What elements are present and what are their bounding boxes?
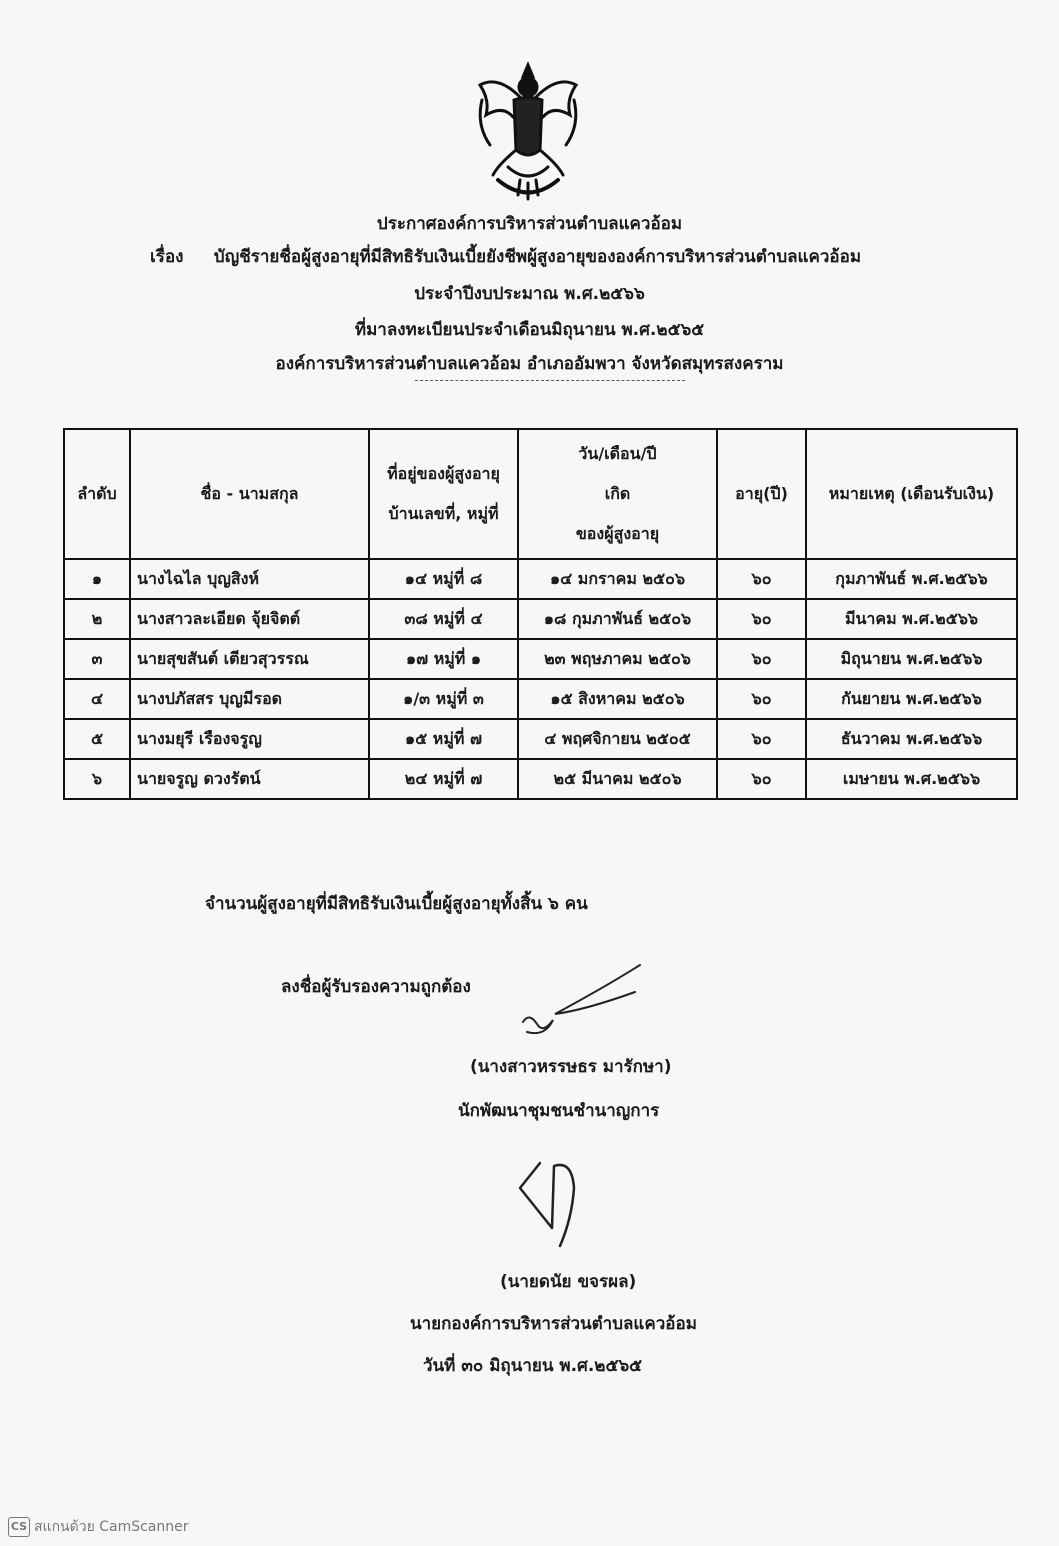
cell-note: กุมภาพันธ์ พ.ศ.๒๕๖๖ xyxy=(806,559,1017,599)
header-dob xyxy=(518,429,717,559)
table-row xyxy=(64,559,1017,599)
cell-age: ๖๐ xyxy=(717,599,806,639)
header-note: หมายเหตุ (เดือนรับเงิน) xyxy=(806,429,1017,559)
cell-address: ๑๕ หมู่ที่ ๗ xyxy=(369,719,518,759)
table-row xyxy=(64,679,1017,719)
cell-name: นางมยุรี เรืองจรูญ xyxy=(130,719,369,759)
garuda-emblem-icon xyxy=(468,55,588,205)
subject-text: บัญชีรายชื่อผู้สูงอายุที่มีสิทธิรับเงินเบี้ยยังชีพผู้สูงอายุขององค์การบริหารส่วนตำบลแควอ้อม xyxy=(213,247,862,267)
cell-age: ๖๐ xyxy=(717,759,806,799)
table-row xyxy=(64,599,1017,639)
dashed-divider xyxy=(415,380,685,381)
table-row xyxy=(64,759,1017,799)
signer-1-position: นักพัฒนาชุมชนชำนาญการ xyxy=(458,1101,660,1121)
fiscal-year-line: ประจำปีงบประมาณ พ.ศ.๒๕๖๖ xyxy=(414,284,645,304)
header-dob-line2: เกิด xyxy=(604,484,631,503)
cell-note: มิถุนายน พ.ศ.๒๕๖๖ xyxy=(806,639,1017,679)
scanner-text: สแกนด้วย CamScanner xyxy=(34,1519,189,1535)
header-dob-line3: ของผู้สูงอายุ xyxy=(575,524,660,543)
subject-line xyxy=(150,243,950,270)
summary-count: จำนวนผู้สูงอายุที่มีสิทธิรับเงินเบี้ยผู้สูงอายุทั้งสิ้น ๖ คน xyxy=(205,894,588,914)
cell-name: นางไฉไล บุญสิงห์ xyxy=(130,559,369,599)
announcement-title: ประกาศองค์การบริหารส่วนตำบลแควอ้อม xyxy=(376,214,683,234)
cell-dob: ๑๔ มกราคม ๒๕๐๖ xyxy=(518,559,717,599)
scanner-watermark xyxy=(8,1516,189,1538)
cell-index: ๓ xyxy=(64,639,130,679)
header-address xyxy=(369,429,518,559)
cell-index: ๑ xyxy=(64,559,130,599)
table-header-row xyxy=(64,429,1017,559)
header-index: ลำดับ xyxy=(64,429,130,559)
header-address-line1: ที่อยู่ของผู้สูงอายุ xyxy=(387,464,500,483)
signature-1-icon xyxy=(515,962,645,1042)
signer-1-name: (นางสาวหรรษธร มารักษา) xyxy=(470,1057,672,1077)
cell-dob: ๒๕ มีนาคม ๒๕๐๖ xyxy=(518,759,717,799)
table-row xyxy=(64,719,1017,759)
cell-name: นางปภัสสร บุญมีรอด xyxy=(130,679,369,719)
cell-name: นางสาวละเอียด จุ้ยจิตต์ xyxy=(130,599,369,639)
cell-age: ๖๐ xyxy=(717,639,806,679)
cell-address: ๓๘ หมู่ที่ ๔ xyxy=(369,599,518,639)
organization-line: องค์การบริหารส่วนตำบลแควอ้อม อำเภออัมพวา จังหวัดสมุทรสงคราม xyxy=(275,354,784,374)
header-dob-line1: วัน/เดือน/ปี xyxy=(578,444,657,463)
cell-note: มีนาคม พ.ศ.๒๕๖๖ xyxy=(806,599,1017,639)
signer-2-name: (นายดนัย ขจรผล) xyxy=(500,1272,637,1292)
elderly-roster-table xyxy=(63,428,1018,800)
cell-index: ๖ xyxy=(64,759,130,799)
cell-name: นายจรูญ ดวงรัตน์ xyxy=(130,759,369,799)
registration-month-line: ที่มาลงทะเบียนประจำเดือนมิถุนายน พ.ศ.๒๕๖๕ xyxy=(354,320,705,340)
cell-dob: ๔ พฤศจิกายน ๒๕๐๕ xyxy=(518,719,717,759)
cell-note: กันยายน พ.ศ.๒๕๖๖ xyxy=(806,679,1017,719)
cell-dob: ๑๘ กุมภาพันธ์ ๒๕๐๖ xyxy=(518,599,717,639)
cell-address: ๑๗ หมู่ที่ ๑ xyxy=(369,639,518,679)
camscanner-logo-icon: CS xyxy=(8,1517,30,1537)
cell-note: ธันวาคม พ.ศ.๒๕๖๖ xyxy=(806,719,1017,759)
signed-date: วันที่ ๓๐ มิถุนายน พ.ศ.๒๕๖๕ xyxy=(423,1356,643,1376)
cell-dob: ๒๓ พฤษภาคม ๒๕๐๖ xyxy=(518,639,717,679)
cell-dob: ๑๕ สิงหาคม ๒๕๐๖ xyxy=(518,679,717,719)
cell-index: ๕ xyxy=(64,719,130,759)
cell-age: ๖๐ xyxy=(717,559,806,599)
header-age: อายุ(ปี) xyxy=(717,429,806,559)
header-name: ชื่อ - นามสกุล xyxy=(130,429,369,559)
cell-age: ๖๐ xyxy=(717,679,806,719)
cell-age: ๖๐ xyxy=(717,719,806,759)
header-address-line2: บ้านเลขที่, หมู่ที่ xyxy=(388,504,499,523)
cell-address: ๑/๓ หมู่ที่ ๓ xyxy=(369,679,518,719)
cell-address: ๒๔ หมู่ที่ ๗ xyxy=(369,759,518,799)
cell-note: เมษายน พ.ศ.๒๕๖๖ xyxy=(806,759,1017,799)
certify-label: ลงชื่อผู้รับรองความถูกต้อง xyxy=(281,977,471,997)
signer-2-position: นายกองค์การบริหารส่วนตำบลแควอ้อม xyxy=(410,1314,697,1334)
table-row xyxy=(64,639,1017,679)
signature-2-icon xyxy=(512,1158,592,1253)
cell-index: ๔ xyxy=(64,679,130,719)
subject-label: เรื่อง xyxy=(150,247,184,267)
cell-index: ๒ xyxy=(64,599,130,639)
cell-address: ๑๔ หมู่ที่ ๘ xyxy=(369,559,518,599)
cell-name: นายสุขสันต์ เตียวสุวรรณ xyxy=(130,639,369,679)
